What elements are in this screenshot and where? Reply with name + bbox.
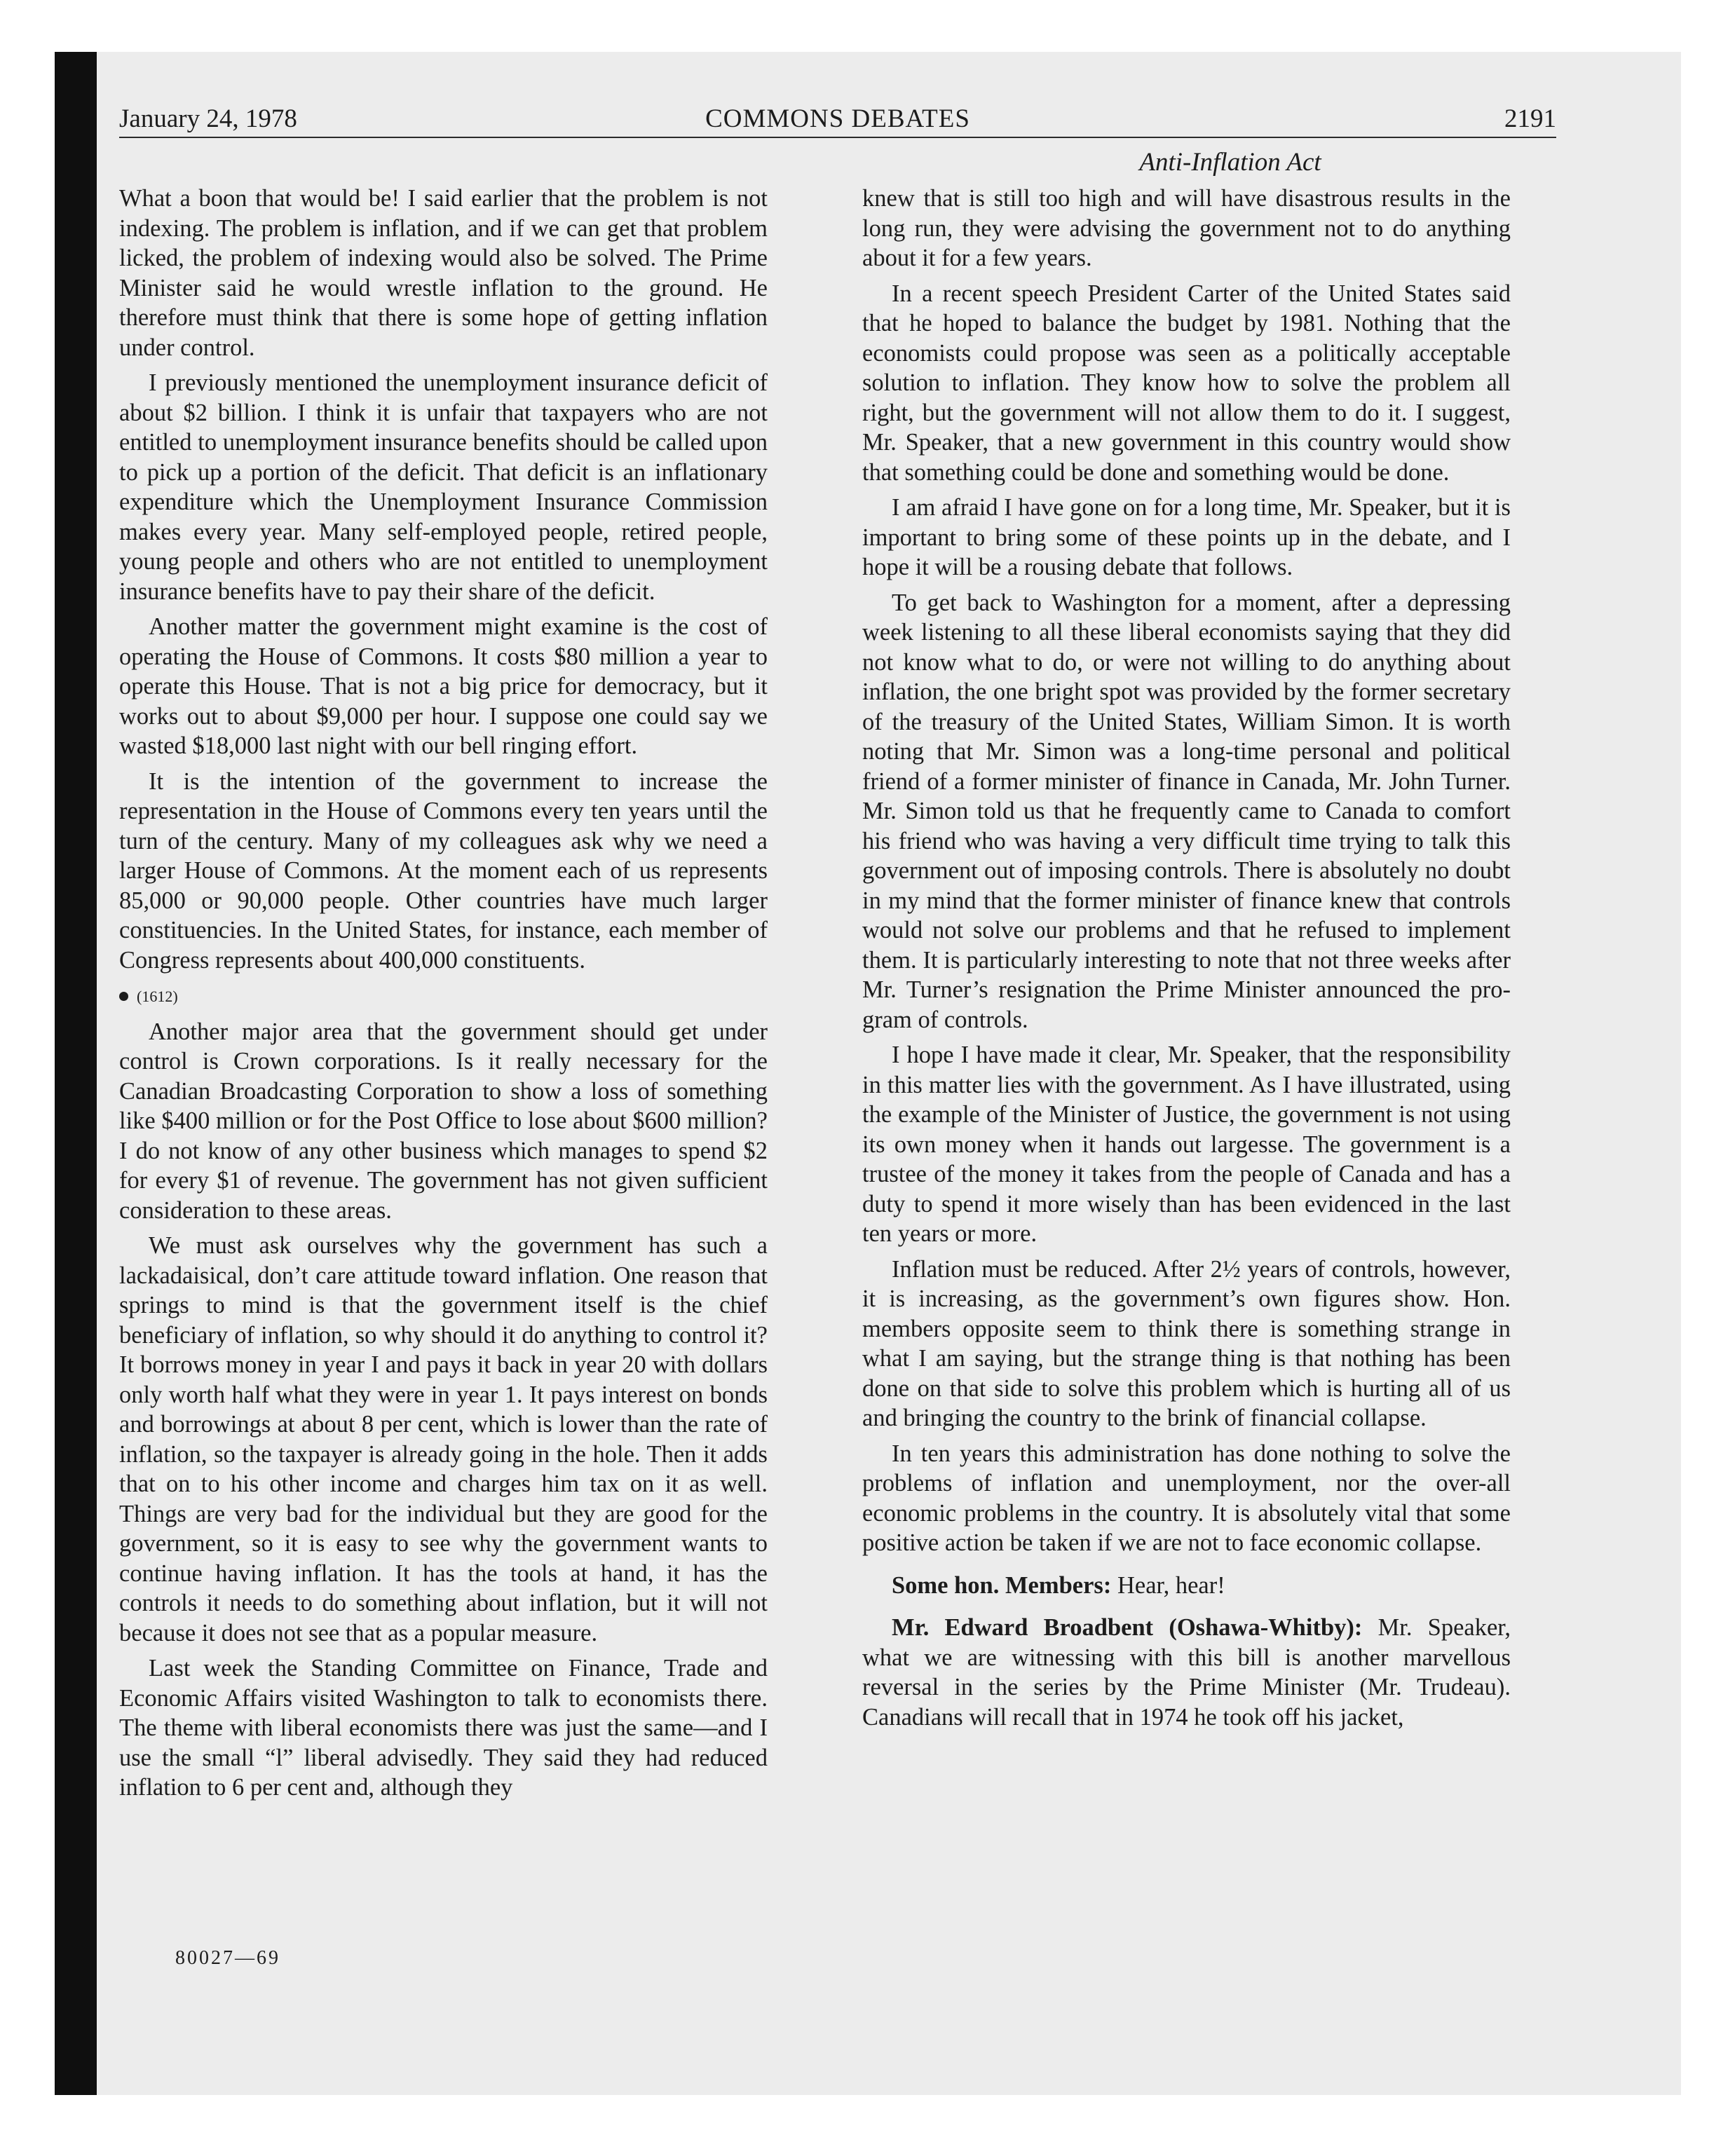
speaker-name: Some hon. Members: [892,1571,1112,1599]
speech-text: Mr. Speaker, what we are witnessing with this bill is another marvellous reversal in the series by the Prime Minister (Mr. Trudeau). Canadians will recall that in 1974 he took off his jacket, [862,1614,1511,1731]
right-column [862,184,1511,1738]
time-marker-code: (1612) [137,987,178,1005]
paragraph: Inflation must be reduced. After 2½ years of controls, however, it is increasing, as the government’s own figures show. Hon. members opposite seem to think there is something strange in what I am saying, but the strange thing is that nothing has been done on that side to solve this problem which is hurting all of us and bringing the country to the brink of financial collapse. [862,1255,1511,1431]
paragraph: Another major area that the government should get under control is Crown corporations. Is it really necessary for the Canadian Broadcasting Corporation to show a loss of something like $400 million or for the Post Office to lose about $600 million? I do not know of any other business which manages to spend $2 for every $1 of revenue. The government has not given sufficient consideration to these areas. [119,1018,768,1224]
speech [862,1613,1511,1732]
paragraph: In a recent speech President Carter of the United States said that he hoped to balance the budget by 1981. Nothing that the economists could propose was seen as a politically acceptable solution to inflation. They know how to solve the problem all right, but the government will not allow them to do it. I suggest, Mr. Speaker, that a new government in this country would show that something could be done and something would be done. [862,280,1511,486]
speaker-name: Mr. Edward Broadbent (Oshawa-Whitby): [892,1614,1363,1641]
paragraph: I previously mentioned the unemployment insurance deficit of about $2 billion. I think it is unfair that taxpayers who are not entitled to unemployment insurance benefits should be called upon to pick up a portion of the deficit. That deficit is an inflationary expenditure which the Unemployment Insurance Commission makes every year. Many self-employed people, retired people, young people and others who are not entitled to unemployment insurance benefits have to pay their share of the deficit. [119,369,768,605]
paragraph: Last week the Standing Committee on Finance, Trade and Economic Affairs visited Washington to talk to economists there. The theme with liberal economists there was just the same—and I use the small “l” liberal advisedly. They said they had reduced inflation to 6 per cent and, although they [119,1655,768,1801]
paragraph: It is the intention of the government to increase the representation in the House of Commons every ten years until the turn of the century. Many of my colleagues ask why we need a larger House of Commons. At the moment each of us represents 85,000 or 90,000 people. Other countries have much larger constituencies. In the United States, for instance, each member of Congress represents about 400,000 constituents. [119,767,768,974]
paragraph: To get back to Washington for a moment, after a depressing week listening to all these liberal economists saying that they did not know what to do, or were not willing to do anything about inflation, the one bright spot was provided by the former secretary of the treasury of the United States, William Simon. It is worth noting that Mr. Simon was a long-time personal and political friend of a former minister of finance in Canada, Mr. John Turner. Mr. Simon told us that he frequently came to Canada to comfort his friend who was having a very difficult time trying to talk this government out of imposing controls. There is absolutely no doubt in my mind that the former minister of finance knew that controls would not solve our problems and that he refused to implement them. It is particularly interesting to note that not three weeks after Mr. Turner’s resignation the Prime Minister announced the program of controls. [862,589,1511,1033]
bullet-icon [119,992,128,1001]
paragraph: I hope I have made it clear, Mr. Speaker, that the responsibility in this matter lies with the government. As I have illustrated, using the example of the Minister of Justice, the government is not using its own money when it hands out largesse. The government is a trustee of the money it takes from the people of Canada and has a duty to spend it more wisely than has been evidenced in the last ten years or more. [862,1042,1511,1247]
time-marker [119,985,768,1007]
paragraph: In ten years this administration has done nothing to solve the problems of inflation and unemployment, nor the over-all economic problems in the country. It is absolutely vital that some positive action be taken if we are not to face economic collapse. [862,1440,1511,1556]
paragraph: Another matter the government might examine is the cost of operating the House of Commons. It costs $80 million a year to operate this House. That is not a big price for democracy, but it works out to about $9,000 per hour. I suppose one could say we wasted $18,000 last night with our bell ringing effort. [119,613,768,759]
paragraph-continuation: knew that is still too high and will have disastrous results in the long run, they were advising the government not to do anything about it for a few years. [862,185,1511,271]
running-title: Anti-Inflation Act [1139,148,1321,177]
paragraph: I am afraid I have gone on for a long time, Mr. Speaker, but it is important to bring some of these points up in the debate, and I hope it will be a rousing debate that follows. [862,494,1511,580]
page-number: 2191 [1504,104,1556,133]
paragraph: We must ask ourselves why the government has such a lackadaisical, don’t care attitude toward inflation. One reason that springs to mind is that the government itself is the chief beneficiary of inflation, so why should it do anything to control it? It borrows money in year I and pays it back in year 20 with dollars only worth half what they were in year 1. It pays interest on bonds and borrowings at about 8 per cent, which is lower than the rate of inflation, so the taxpayer is already going in the hole. Then it adds that on to his other income and charges him tax on it as well. Things are very bad for the individual but they are good for the government, so it is easy to see why the government wants to continue having inflation. It has the tools at hand, it has the controls it needs to do something about inflation, but it will not because it does not see that as a popular measure. [119,1232,768,1646]
page-header [119,95,1556,138]
interjection-text: Hear, hear! [1117,1571,1225,1599]
header-title: COMMONS DEBATES [705,104,970,133]
footer-code: 80027—69 [175,1947,280,1969]
binding-edge [55,52,97,2095]
left-column [119,184,768,1808]
interjection [862,1571,1511,1601]
paragraph: What a boon that would be! I said earlier that the problem is not indexing. The problem is inflation, and if we can get that problem licked, the problem of indexing would also be solved. The Prime Minister said he would wrestle inflation to the ground. He therefore must think that there is some hope of getting inflation under control. [119,185,768,361]
header-date: January 24, 1978 [119,104,297,133]
